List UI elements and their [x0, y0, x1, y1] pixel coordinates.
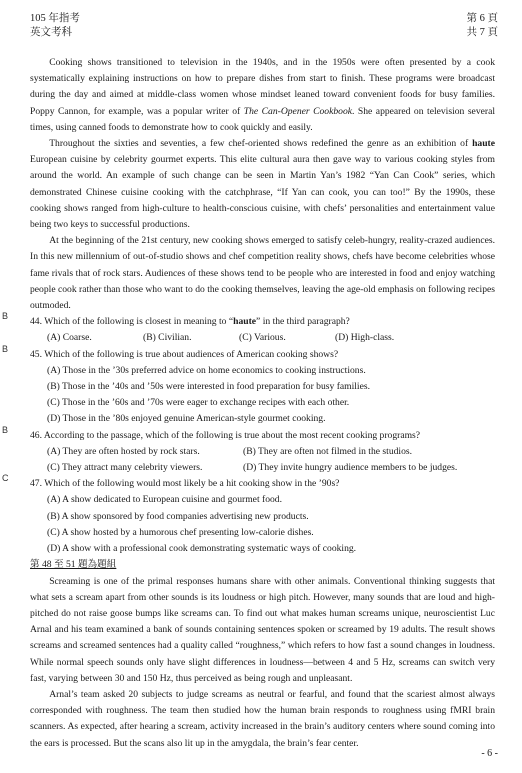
- exam-header: [30, 12, 80, 40]
- option-b: (B) They are often not filmed in the studios.: [243, 445, 413, 457]
- question-stem: 47. Which of the following would most likely be a hit cooking show in the ’90s?: [30, 478, 340, 490]
- question-45: [2, 343, 495, 428]
- answer-mark: B: [2, 424, 9, 435]
- text-run: Cooking shows transitioned to television in the 1940s, and in the 1950s were often presented by a cook systematically explaining instructions on how to prepare dishes from start to finish. These programs were broadcast during the day and aimed at middle-class women whose mindset leaned toward convenient foods for busy families. Poppy Cannon, for example, was a popular writer of: [30, 57, 495, 117]
- option-c: (C) They attract many celebrity viewers.: [47, 462, 203, 474]
- option-b: (B) Civilian.: [143, 332, 192, 344]
- passage1-paragraph-1: [30, 55, 495, 136]
- option-d: (D) A show with a professional cook demonstrating systematic ways of cooking.: [47, 543, 357, 555]
- exam-title: 105 年指考: [30, 13, 80, 24]
- question-47: [2, 473, 495, 557]
- page-footer: - 6 -: [481, 748, 498, 759]
- question-44: [2, 311, 495, 346]
- option-b: (B) A show sponsored by food companies advertising new products.: [47, 510, 309, 522]
- passage2-paragraph-2: Arnal’s team asked 20 subjects to judge screams as neutral or fearful, and found that the scariest almost always corresponded with roughness. The team then studied how the human brain responds to roughness using fMRI brain scanners. As expected, after hearing a scream, activity increased in the brain’s auditory centers where sound coming into the ears is processed. But the scans also lit up in the amygdala, the brain’s fear center.: [30, 688, 495, 749]
- page-info: [467, 12, 499, 40]
- question-stem: [30, 314, 495, 330]
- keyword-haute: haute: [233, 316, 257, 328]
- subject-title: 英文考科: [30, 27, 72, 38]
- passage1-paragraph-3: At the beginning of the 21st century, new cooking shows emerged to satisfy celeb-hungry, reality-crazed audiences. In this new millennium of out-of-studio shows and chef competition reality shows, chefs have become celebrities whose fame rivals that of rock stars. Audiences of these shows tend to be people who are interested in food and enjoy watching people cook rather than those who want to do the cooking themselves, leaving the age-old emphasis on following recipes outmoded.: [30, 235, 495, 312]
- text-run: 44. Which of the following is closest in meaning to “: [30, 316, 234, 328]
- text-run: . She appeared on television several times, using canned foods to demonstrate how to cook quickly and easily.: [30, 105, 495, 133]
- question-46: [2, 424, 495, 477]
- answer-mark: B: [2, 343, 9, 354]
- passage2-paragraph-1: Screaming is one of the primal responses humans share with other animals. Conventional thinking suggests that what sets a scream apart from other sounds is its loudness or high pitch. However, many sounds that are loud and high-pitched do not raise goose bumps like screams can. To find out what makes human screams unique, neuroscientist Luc Arnal and his team examined a bank of sounds containing sentences spoken or screamed by 19 adults. The result shows screams and screamed sentences had a quality called “roughness,” which refers to how fast a sound changes in loudness. While normal speech sounds only have slight differences in loudness—between 4 and 5 Hz, screams can switch very fast, varying between 30 and 150 Hz, thus perceived as being rough and unpleasant.: [30, 575, 495, 684]
- text-run: Throughout the sixties and seventies, a few chef-oriented shows redefined the genre as an exhibition of: [49, 138, 473, 150]
- options-row: [30, 330, 495, 346]
- page-number: 第 6 頁: [466, 13, 498, 24]
- question-stem: 46. According to the passage, which of the following is true about the most recent cooking programs?: [30, 429, 421, 441]
- option-a: (A) A show dedicated to European cuisine and gourmet food.: [47, 494, 282, 506]
- option-d: (D) High-class.: [335, 332, 395, 344]
- option-c: (C) Various.: [239, 332, 286, 344]
- keyword-haute: haute: [472, 138, 495, 150]
- option-a: (A) They are often hosted by rock stars.: [47, 445, 200, 457]
- options-row: [30, 444, 495, 460]
- option-c: (C) Those in the ’60s and ’70s were eager to exchange recipes with each other.: [47, 397, 350, 409]
- passage1-paragraph-2: [30, 136, 495, 233]
- answer-mark: B: [2, 311, 9, 322]
- option-d: (D) They invite hungry audience members to be judges.: [243, 462, 458, 474]
- question-stem: 45. Which of the following is true about audiences of American cooking shows?: [30, 348, 339, 360]
- text-run: ” in the third paragraph?: [256, 316, 350, 328]
- option-d: (D) Those in the ’80s enjoyed genuine American-style gourmet cooking.: [47, 413, 326, 425]
- text-run: European cuisine by celebrity gourmet experts. This elite cultural aura then gave way to various cooking styles from around the world. An example of such change can be seen in Martin Yan’s 1982 “Yan Can Cook” series, which demonstrated Chinese cuisine cooking with the catchphrase, “If Yan can cook, you can too!” By the 1990s, these cooking shows ranged from high-culture to health-conscious cuisine, with chefs’ personalities and entertainment value being two keys to successful productions.: [30, 154, 495, 231]
- question-group-label: 第 48 至 51 題為題組: [30, 559, 117, 571]
- answer-mark: C: [2, 473, 9, 484]
- options-row: [30, 460, 495, 476]
- option-b: (B) Those in the ’40s and ’50s were interested in food preparation for busy families.: [47, 381, 370, 393]
- page-total: 共 7 頁: [466, 27, 498, 38]
- option-a: (A) Those in the ’30s preferred advice on home economics to cooking instructions.: [47, 364, 366, 376]
- book-title: The Can-Opener Cookbook: [243, 105, 353, 117]
- option-a: (A) Coarse.: [47, 332, 92, 344]
- option-c: (C) A show hosted by a humorous chef presenting low-calorie dishes.: [47, 526, 314, 538]
- page-content: [2, 55, 495, 752]
